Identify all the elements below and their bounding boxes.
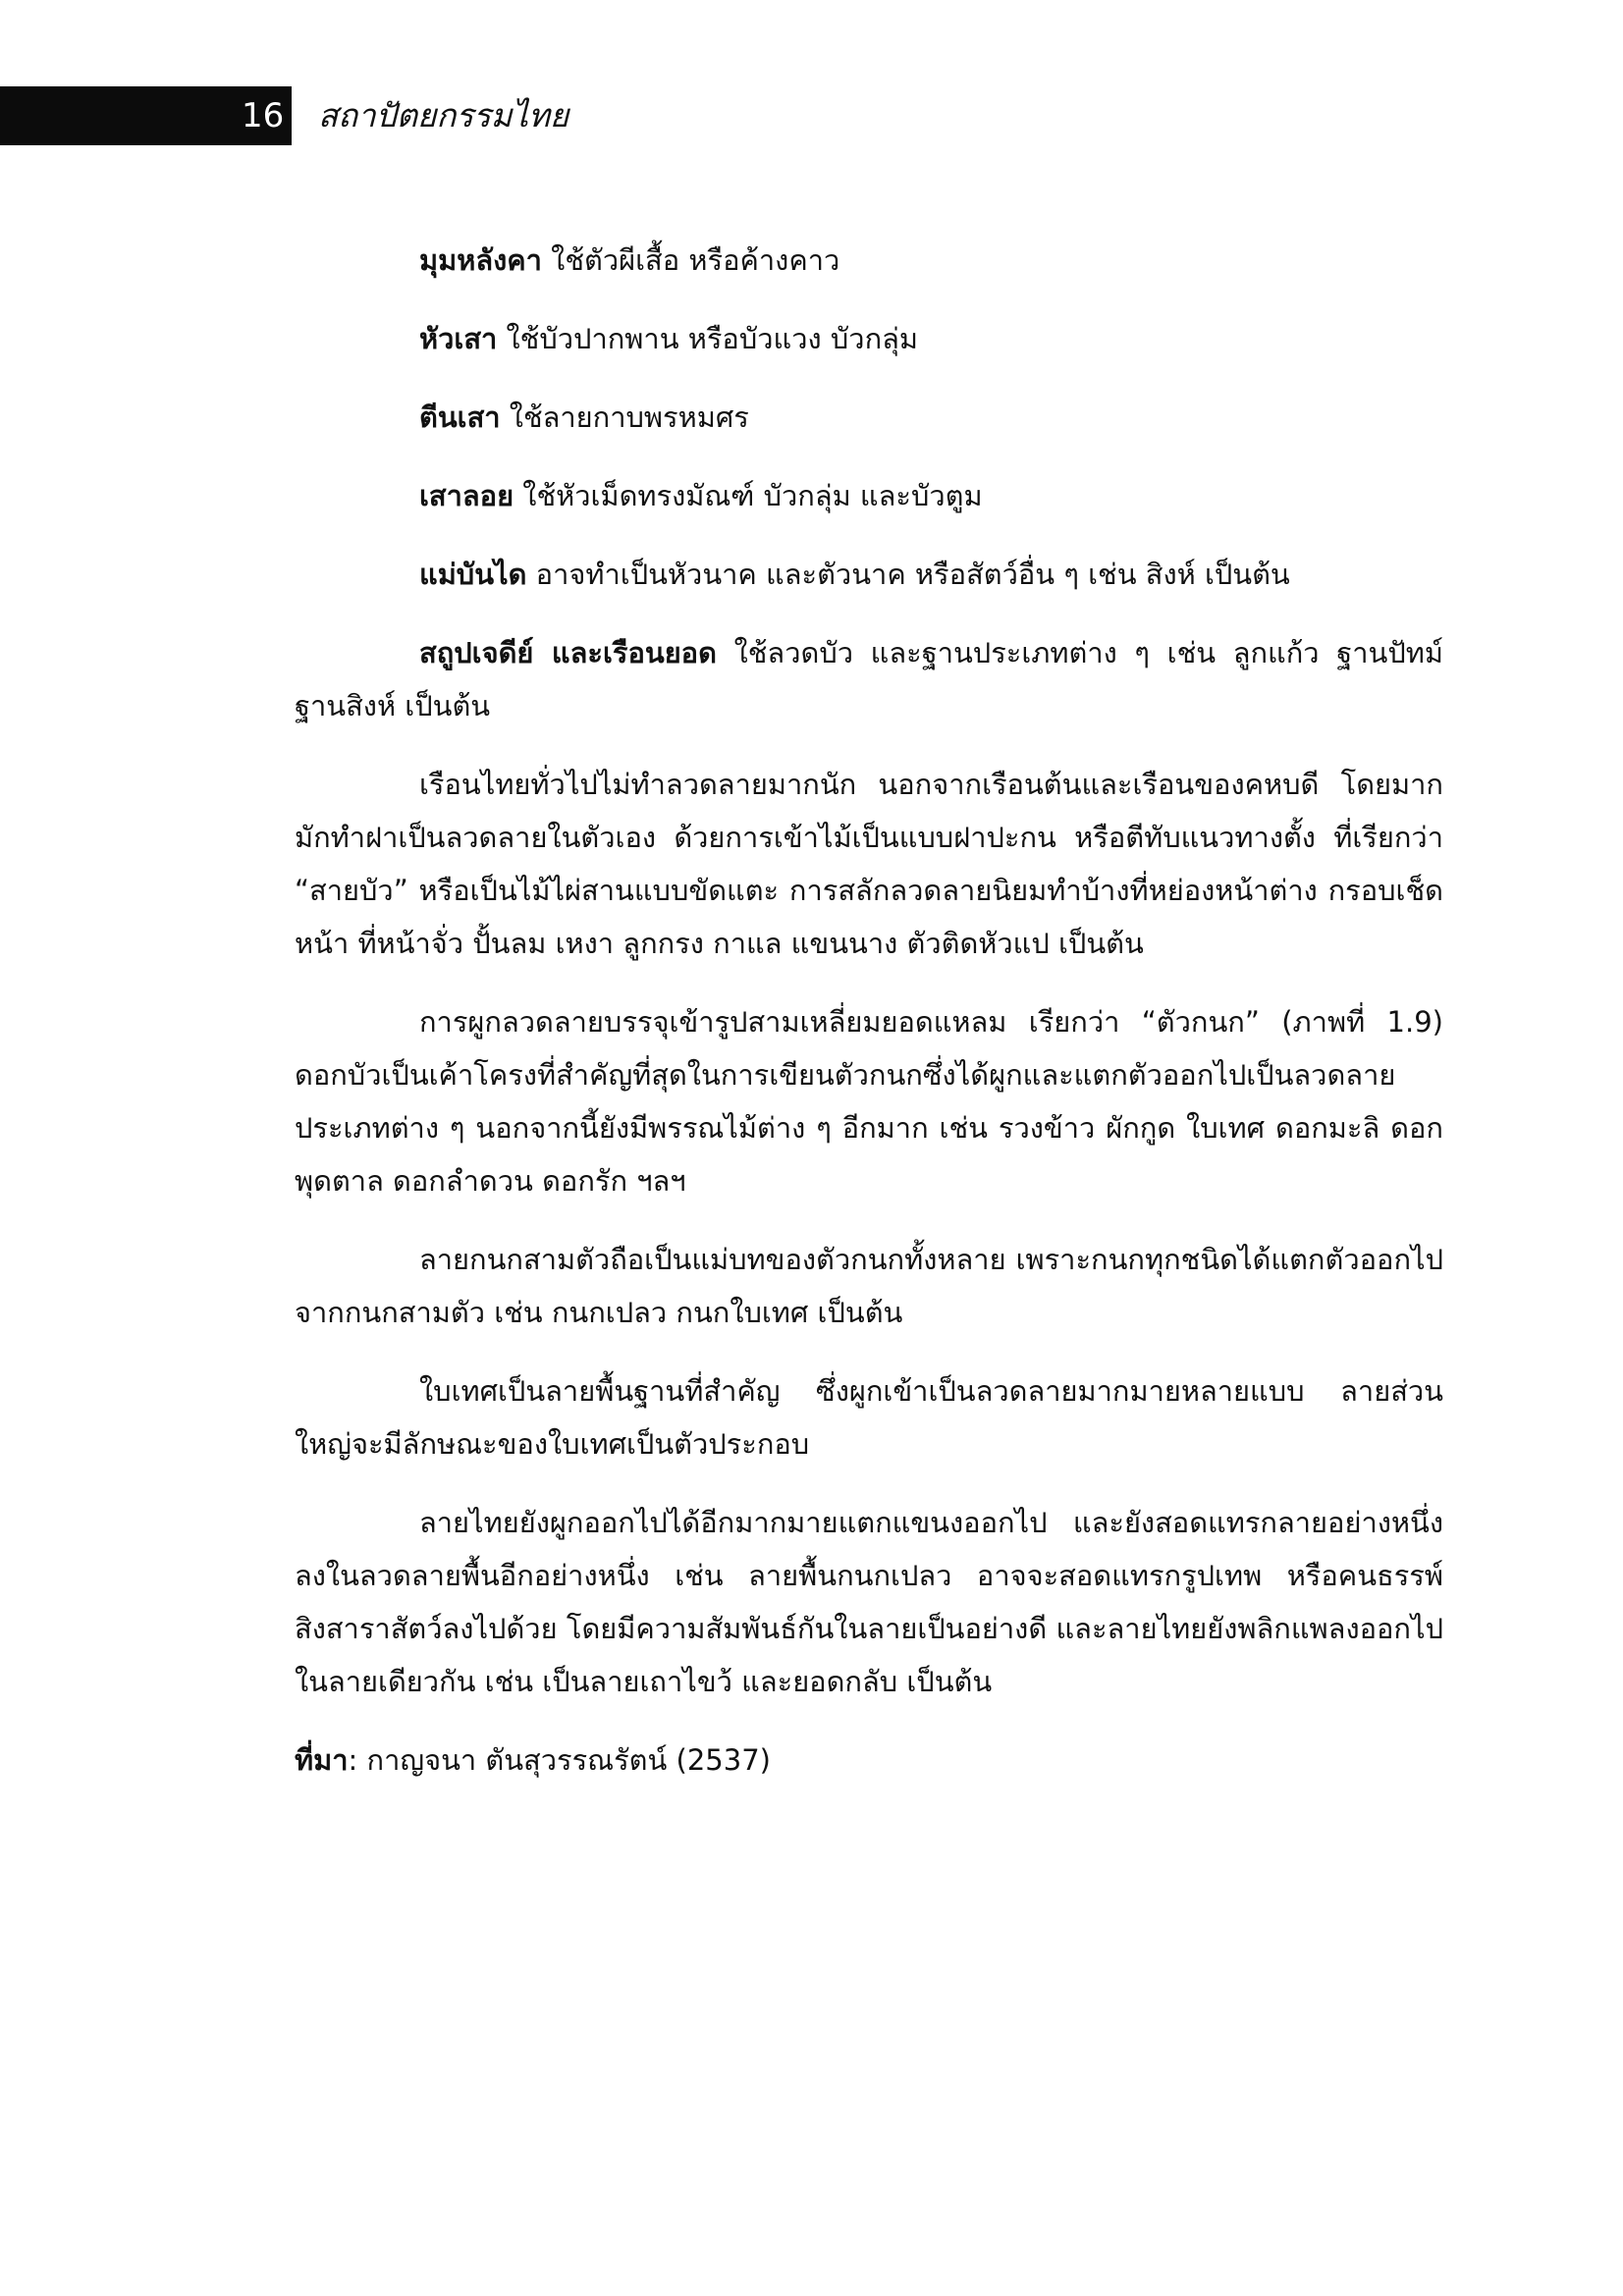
term-stair-rail: แม่บันได [419,558,527,591]
item-stair-rail [295,548,1443,601]
desc-stupa: ใช้ลวดบัว และฐานประเภทต่าง ๆ เช่น ลูกแก้ว ฐานปัทม์ ฐานสิงห์ เป็นต้น [295,636,1443,722]
item-free-column [295,469,1443,522]
source-label: ที่มา [295,1743,349,1777]
term-stupa: สถูปเจดีย์ และเรือนยอด [419,636,717,669]
term-free-column: เสาลอย [419,479,514,512]
desc-column-capital: ใช้บัวปากพาน หรือบัวแวง บัวกลุ่ม [497,322,919,355]
desc-stair-rail: อาจทำเป็นหัวนาค และตัวนาค หรือสัตว์อื่น ๆ เช่น สิงห์ เป็นต้น [526,558,1290,591]
term-column-base: ตีนเสา [419,400,501,434]
page-number: 16 [242,96,285,135]
item-roof-corner [295,234,1443,287]
term-roof-corner: มุมหลังคา [419,243,542,277]
paragraph-three-kanok: ลายกนกสามตัวถือเป็นแม่บทของตัวกนกทั้งหลาย เพราะกนกทุกชนิดได้แตกตัวออกไปจากกนกสามตัว เช่น กนกเปลว กนกใบเทศ เป็นต้น [295,1243,1443,1329]
term-column-capital: หัวเสา [419,322,498,355]
paragraph-bai-tet: ใบเทศเป็นลายพื้นฐานที่สำคัญ ซึ่งผูกเข้าเป็นลวดลายมากมายหลายแบบ ลายส่วนใหญ่จะมีลักษณะของใบเทศเป็นตัวประกอบ [295,1374,1443,1461]
body-text [295,234,1443,1787]
source-text: : กาญจนา ตันสุวรรณรัตน์ (2537) [348,1743,771,1777]
running-title: สถาปัตยกรรมไทย [318,96,569,134]
paragraph-kanok-motif: การผูกลวดลายบรรจุเข้ารูปสามเหลี่ยมยอดแหลม เรียกว่า “ตัวกนก” (ภาพที่ 1.9) ดอกบัวเป็นเค้าโครงที่สำคัญที่สุดในการเขียนตัวกนกซึ่งได้ผูกและแตกตัวออกไปเป็นลวดลายประเภทต่าง ๆ นอกจากนี้ยังมีพรรณไม้ต่าง ๆ อีกมาก เช่น รวงข้าว ผักกูด ใบเทศ ดอกมะลิ ดอกพุดตาล ดอกลำดวน ดอกรัก ฯลฯ [295,1005,1443,1198]
desc-roof-corner: ใช้ตัวผีเสื้อ หรือค้างคาว [541,243,840,277]
paragraph-thai-patterns: ลายไทยยังผูกออกไปได้อีกมากมายแตกแขนงออกไป และยังสอดแทรกลายอย่างหนึ่งลงในลวดลายพื้นอีกอย่างหนึ่ง เช่น ลายพื้นกนกเปลว อาจจะสอดแทรกรูปเทพ หรือคนธรรพ์ สิงสาราสัตว์ลงไปด้วย โดยมีความสัมพันธ์กันในลายเป็นอย่างดี และลายไทยยังพลิกแพลงออกไปในลายเดียวกัน เช่น เป็นลายเถาไขว้ และยอดกลับ เป็นต้น [295,1506,1443,1698]
source-citation [295,1734,1443,1787]
item-column-base [295,391,1443,444]
paragraph-stupa [295,626,1443,732]
item-column-capital [295,312,1443,365]
desc-column-base: ใช้ลายกาบพรหมศร [500,400,749,434]
desc-free-column: ใช้หัวเม็ดทรงมัณฑ์ บัวกลุ่ม และบัวตูม [514,479,983,512]
paragraph-thai-house: เรือนไทยทั่วไปไม่ทำลวดลายมากนัก นอกจากเรือนต้นและเรือนของคหบดี โดยมากมักทำฝาเป็นลวดลายในตัวเอง ด้วยการเข้าไม้เป็นแบบฝาปะกน หรือตีทับแนวทางตั้ง ที่เรียกว่า “สายบัว” หรือเป็นไม้ไผ่สานแบบขัดแตะ การสลักลวดลายนิยมทำบ้างที่หย่องหน้าต่าง กรอบเช็ดหน้า ที่หน้าจั่ว ปั้นลม เหงา ลูกกรง กาแล แขนนาง ตัวติดหัวแป เป็นต้น [295,768,1443,960]
